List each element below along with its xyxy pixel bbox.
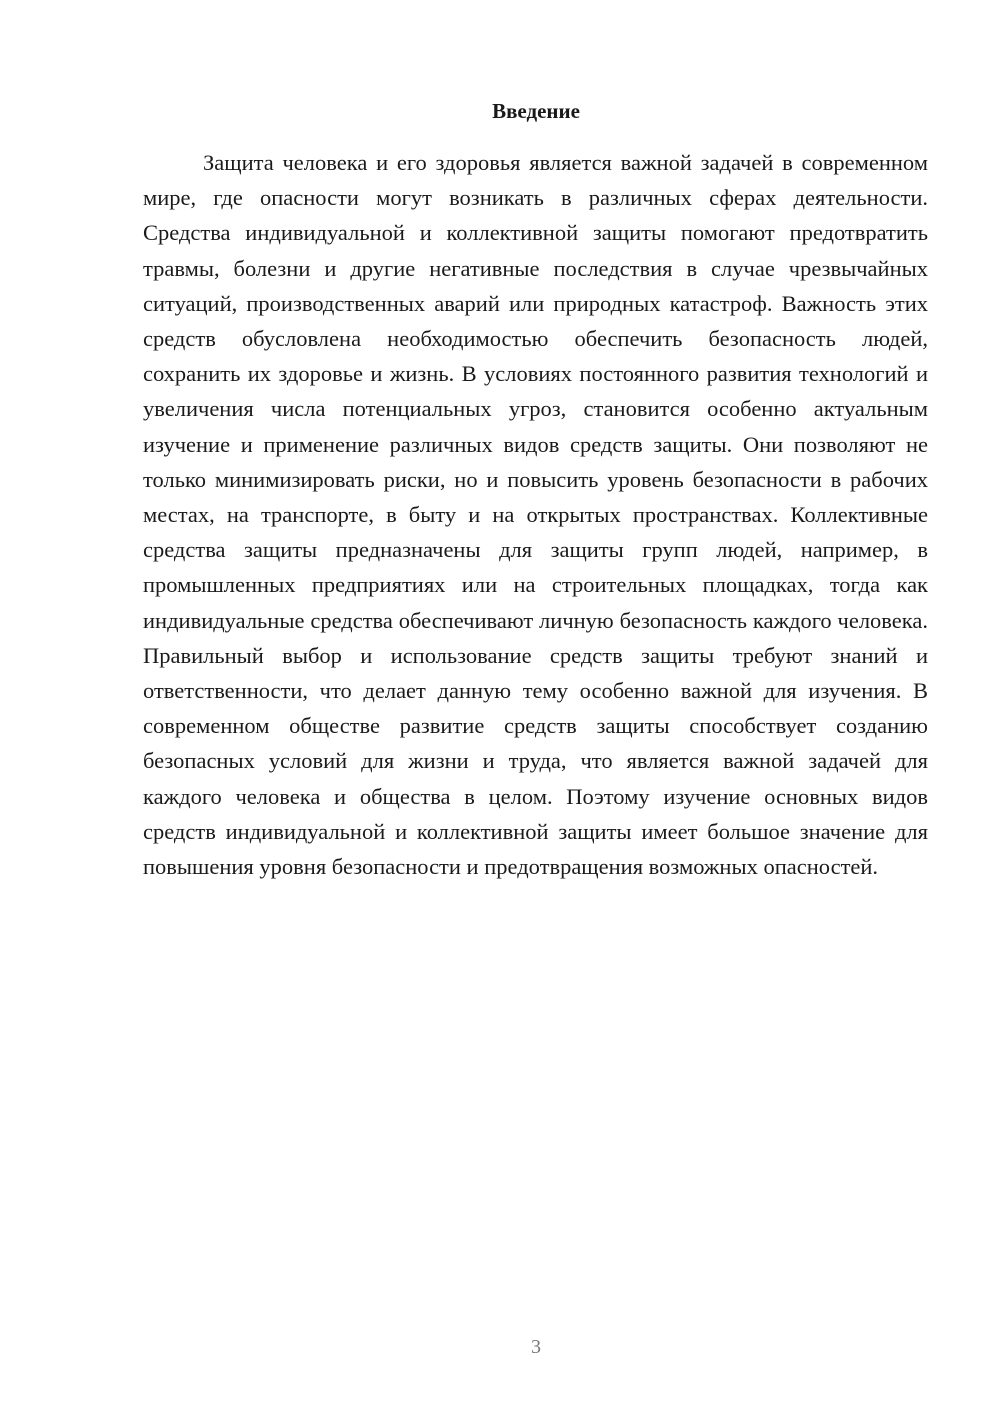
page-number: 3 — [531, 1336, 541, 1358]
introduction-paragraph: Защита человека и его здоровья является важной задачей в современном мире, где опасности могут возникать в различных сферах деятельности. Средства индивидуальной и коллективной защиты помогают предотвратить травмы, болезни и другие негативные последствия в случае чрезвычайных ситуаций, производственных аварий или природных катастроф. Важность этих средств обусловлена необходимостью обеспечить безопасность людей, сохранить их здоровье и жизнь. В условиях постоянного развития технологий и увеличения числа потенциальных угроз, становится особенно актуальным изучение и применение различных видов средств защиты. Они позволяют не только минимизировать риски, но и повысить уровень безопасности в рабочих местах, на транспорте, в быту и на открытых пространствах. Коллективные средства защиты предназначены для защиты групп людей, например, в промышленных предприятиях или на строительных площадках, тогда как индивидуальные средства обеспечивают личную безопасность каждого человека. Правильный выбор и использование средств защиты требуют знаний и ответственности, что делает данную тему особенно важной для изучения. В современном обществе развитие средств защиты способствует созданию безопасных условий для жизни и труда, что является важной задачей для каждого человека и общества в целом. Поэтому изучение основных видов средств индивидуальной и коллективной защиты имеет большое значение для повышения уровня безопасности и предотвращения возможных опасностей. — [143, 150, 928, 880]
section-heading: Введение — [492, 99, 580, 123]
